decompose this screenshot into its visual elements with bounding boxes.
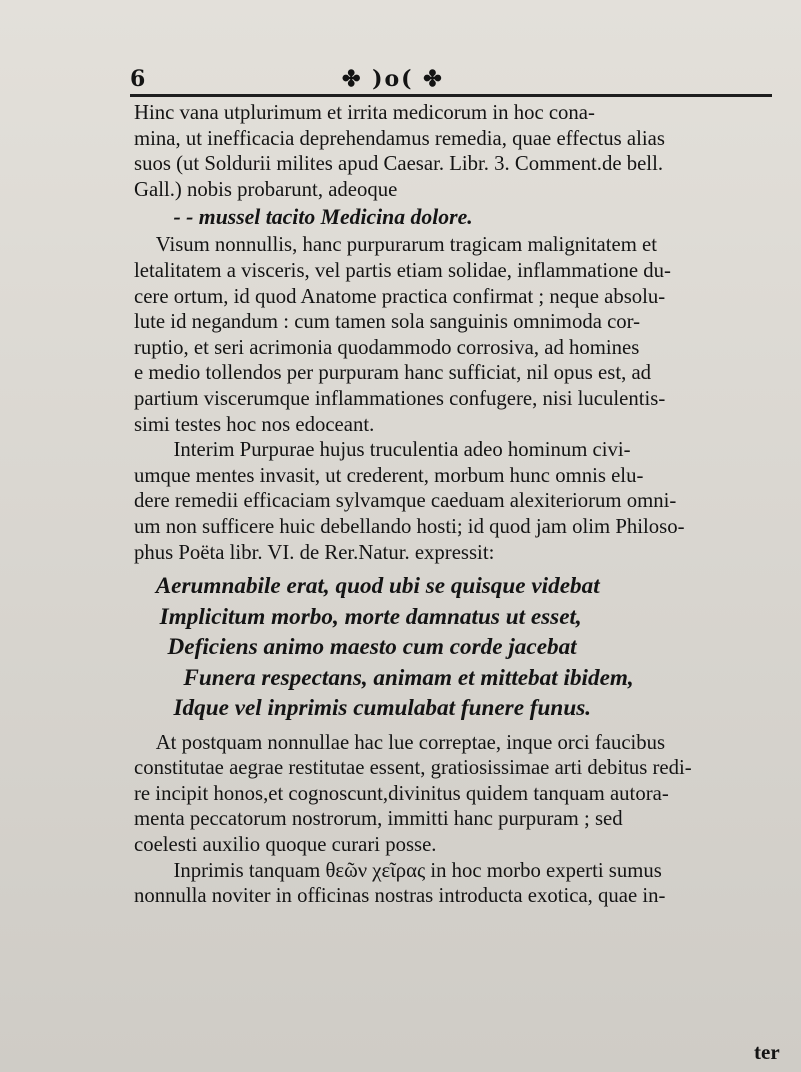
text-line: Interim Purpurae hujus truculentia adeo hominum civi-	[173, 437, 631, 462]
text-line: umque mentes invasit, ut crederent, morbum hunc omnis elu-	[134, 462, 644, 487]
text-line: phus Poëta libr. VI. de Rer.Natur. expressit:	[134, 539, 495, 564]
verse-line: Funera respectans, animam et mittebat ibidem,	[183, 664, 634, 691]
text-line: Inprimis tanquam θεῶν χεῖρας in hoc morbo experti sumus	[173, 857, 662, 882]
page-number: 6	[130, 66, 146, 92]
text-line: dere remedii efficaciam sylvamque caeduam alexiteriorum omni-	[134, 488, 677, 513]
header-rule	[130, 94, 772, 97]
verse-line: Idque vel inprimis cumulabat funere funus.	[173, 695, 592, 722]
text-line: simi testes hoc nos edoceant.	[134, 411, 375, 436]
body-text	[134, 100, 784, 909]
running-header	[130, 66, 770, 92]
catchword: ter	[754, 1040, 780, 1064]
text-line: partium viscerumque inflammationes confugere, nisi luculentis-	[134, 385, 666, 410]
text-line: e medio tollendos per purpuram hanc sufficiat, nil opus est, ad	[134, 360, 652, 385]
text-line: At postquam nonnullae hac lue correptae, inque orci faucibus	[155, 729, 666, 754]
verse-line: Deficiens animo maesto cum corde jacebat	[167, 634, 577, 661]
text-line: um non sufficere huic debellando hosti; id quod jam olim Philoso-	[134, 513, 685, 538]
text-line: re incipit honos,et cognoscunt,divinitus quidem tanquam autora-	[134, 780, 669, 805]
text-line: letalitatem a visceris, vel partis etiam solidae, inflammatione du-	[134, 257, 671, 282]
text-line: nonnulla noviter in officinas nostras introducta exotica, quae in-	[134, 883, 666, 908]
text-line: constitutae aegrae restitutae essent, gratiosissimae arti debitus redi-	[134, 755, 692, 780]
text-line: lute id negandum : cum tamen sola sanguinis omnimoda cor-	[134, 309, 641, 334]
text-line: Visum nonnullis, hanc purpurarum tragicam malignitatem et	[155, 232, 657, 257]
text-line: coelesti auxilio quoque curari posse.	[134, 831, 437, 856]
text-line: suos (ut Soldurii milites apud Caesar. Libr. 3. Comment.de bell.	[134, 151, 664, 176]
text-line: ruptio, et seri acrimonia quodammodo corrosiva, ad homines	[134, 334, 640, 359]
quote-line: - - mussel tacito Medicina dolore.	[173, 204, 473, 230]
verse-line: Implicitum morbo, morte damnatus ut esset,	[159, 603, 582, 630]
verse-line: Aerumnabile erat, quod ubi se quisque videbat	[155, 573, 600, 600]
header-ornament: ✤ )o( ✤	[342, 66, 444, 92]
text-line: mina, ut inefficacia deprehendamus remedia, quae effectus alias	[134, 125, 665, 150]
text-line: Gall.) nobis probarunt, adeoque	[134, 176, 398, 201]
text-line: menta peccatorum nostrorum, immitti hanc purpuram ; sed	[134, 806, 623, 831]
text-line: cere ortum, id quod Anatome practica confirmat ; neque absolu-	[134, 283, 666, 308]
text-line: Hinc vana utplurimum et irrita medicorum in hoc cona-	[134, 100, 595, 124]
